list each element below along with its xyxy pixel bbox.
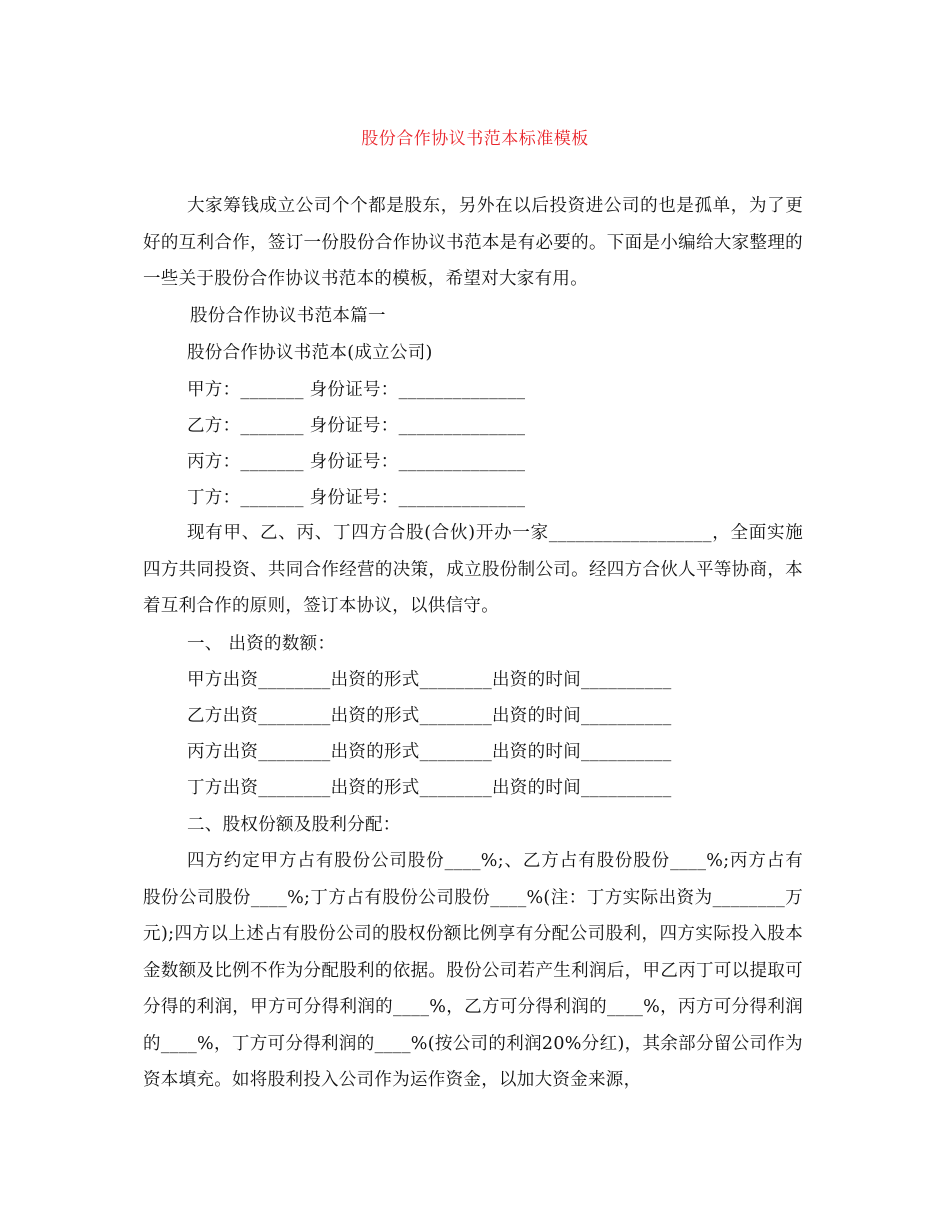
document-title: 股份合作协议书范本标准模板 [361,129,589,149]
clause1-heading: 一、 出资的数额： [187,634,336,654]
contribution-line-yi: 乙方出资________出资的形式________出资的时间__________ [187,706,672,726]
intro-paragraph: 大家筹钱成立公司个个都是股东，另外在以后投资进公司的也是孤单，为了更好的互利合作，签订一份股份合作协议书范本是有必要的。下面是小编给大家整理的一些关于股份合作协议书范本的模板，希望对大家有用。 [143,196,803,289]
contribution-line-ding: 丁方出资________出资的形式________出资的时间__________ [187,778,672,798]
clause2-paragraph: 四方约定甲方占有股份公司股份____%;、乙方占有股份股份____%;丙方占有股份公司股份____%;丁方占有股份公司股份____%(注：丁方实际出资为________万元);四方以上述占有股份公司的股权份额比例享有分配公司股利，四方实际投入股本金数额及比例不作为分配股利的依据。股份公司若产生利润后，甲乙丙丁可以提取可分得的利润，甲方可分得利润的____%，乙方可分得利润的____%，丙方可分得利润的____%，丁方可分得利润的____%(按公司的利润20%分红)，其余部分留公司作为资本填充。如将股利投入公司作为运作资金，以加大资金来源， [143,851,803,1090]
contribution-line-bing: 丙方出资________出资的形式________出资的时间__________ [187,742,672,762]
agreement-title: 股份合作协议书范本(成立公司) [187,343,433,363]
contribution-line-jia: 甲方出资________出资的形式________出资的时间__________ [187,670,672,690]
section-heading: 股份合作协议书范本篇一 [190,306,386,326]
party-line-bing: 丙方：_______ 身份证号：______________ [187,452,526,472]
clause2-heading: 二、股权份额及股利分配： [187,815,401,835]
party-line-yi: 乙方：_______ 身份证号：______________ [187,416,526,436]
party-line-jia: 甲方：_______ 身份证号：______________ [187,380,526,400]
party-line-ding: 丁方：_______ 身份证号：______________ [187,488,526,508]
preamble-paragraph: 现有甲、乙、丙、丁四方合股(合伙)开办一家__________________，全面实施四方共同投资、共同合作经营的决策，成立股份制公司。经四方合伙人平等协商，本着互利合作的原则，签订本协议，以供信守。 [143,523,803,616]
